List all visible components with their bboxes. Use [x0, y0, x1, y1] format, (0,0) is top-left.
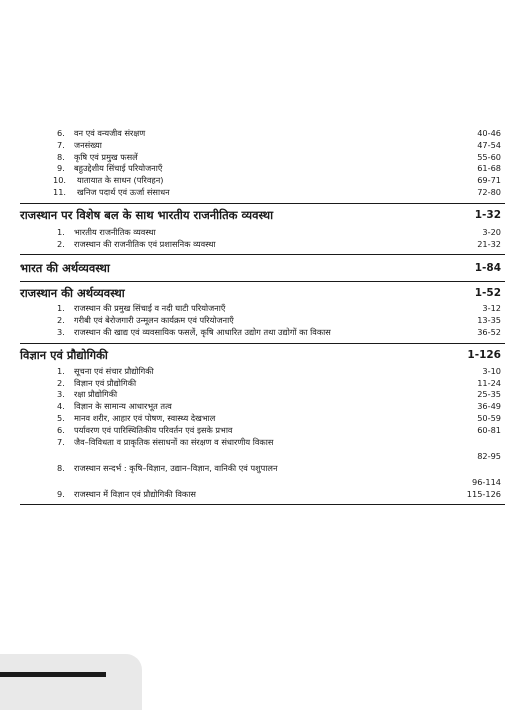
corner-decorative-bar: [0, 672, 106, 677]
section-pages: 1-126: [467, 348, 501, 361]
item-pages: 36-49: [477, 401, 501, 412]
item-number: 11.: [53, 186, 67, 197]
item-number: 7.: [57, 436, 65, 447]
item-number: 2.: [57, 315, 65, 326]
item-number: 3.: [57, 389, 65, 400]
list-item: [20, 413, 505, 425]
item-label: विज्ञान के सामान्य आधारभूत तत्व: [74, 401, 172, 412]
item-label: जैव–विविधता व प्राकृतिक संसाधनों का संरक्षण व संधारणीय विकास: [74, 436, 274, 447]
item-number: 7.: [57, 139, 65, 150]
item-pages: 25-35: [477, 389, 501, 400]
item-label: सूचना एवं संचार प्रौद्योगिकी: [74, 365, 154, 376]
section-divider: [20, 281, 505, 282]
item-pages: 13-35: [477, 315, 501, 326]
list-item: [20, 152, 505, 164]
item-pages: 60-81: [477, 424, 501, 435]
item-pages: 3-10: [482, 365, 501, 376]
section-title: भारत की अर्थव्यवस्था: [20, 261, 110, 276]
list-item: [20, 239, 505, 251]
item-pages: 11-24: [477, 377, 501, 388]
item-pages: 50-59: [477, 412, 501, 423]
section-pages: 1-32: [474, 208, 501, 221]
list-item: [20, 175, 505, 187]
item-label: खनिज पदार्थ एवं ऊर्जा संसाधन: [77, 186, 170, 197]
item-pages: 82-95: [477, 450, 501, 461]
list-item: [20, 187, 505, 199]
item-label: राजस्थान में विज्ञान एवं प्रौद्योगिकी विकास: [74, 488, 196, 499]
item-label: विज्ञान एवं प्रौद्योगिकी: [74, 377, 137, 388]
item-number: 8.: [57, 462, 65, 473]
item-number: 2.: [57, 238, 65, 249]
list-item: [20, 163, 505, 175]
list-item: [20, 366, 505, 378]
item-label: राजस्थान सन्दर्भ : कृषि–विज्ञान, उद्यान–विज्ञान, वानिकी एवं पशुपालन: [74, 462, 278, 473]
item-pages: 55-60: [477, 151, 501, 162]
item-label: राजस्थान की प्रमुख सिंचाई व नदी घाटी परियोजनाएँ: [74, 303, 226, 314]
list-item: [20, 128, 505, 140]
item-label: मानव शरीर, आहार एवं पोषण, स्वास्थ्य देखभाल: [74, 412, 216, 423]
section-title: राजस्थान की अर्थव्यवस्था: [20, 286, 125, 301]
section-divider: [20, 203, 505, 204]
item-number: 3.: [57, 326, 65, 337]
list-item: [20, 425, 505, 437]
list-item: [20, 327, 505, 339]
section-heading: [20, 208, 505, 223]
section-title: विज्ञान एवं प्रौद्योगिकी: [20, 347, 108, 362]
item-pages: 96-114: [471, 476, 501, 487]
page-corner-tab: [0, 654, 142, 710]
section-divider: [20, 504, 505, 505]
item-number: 9.: [57, 163, 65, 174]
item-number: 6.: [57, 424, 65, 435]
item-label: बहुउद्देशीय सिंचाई परियोजनाएँ: [74, 163, 163, 174]
table-of-contents: [20, 128, 505, 509]
list-item: [20, 389, 505, 401]
item-pages: 36-52: [477, 326, 501, 337]
geography-item-list: [20, 128, 505, 199]
item-number: 10.: [53, 175, 67, 186]
section-pages: 1-52: [474, 287, 501, 300]
item-label: राजस्थान की खाद्य एवं व्यवसायिक फसलें, कृषि आधारित उद्योग तथा उद्योगों का विकास: [74, 326, 331, 337]
item-label: भारतीय राजनीतिक व्यवस्था: [74, 226, 156, 237]
list-item: [20, 489, 505, 501]
list-item: [20, 303, 505, 315]
item-number: 1.: [57, 303, 65, 314]
item-pages: 69-71: [477, 175, 501, 186]
item-number: 8.: [57, 151, 65, 162]
list-item: [20, 378, 505, 390]
item-label: जनसंख्या: [74, 139, 102, 150]
item-pages: 72-80: [477, 186, 501, 197]
section-divider: [20, 254, 505, 255]
list-item: [20, 315, 505, 327]
item-label: यातायात के साधन (परिवहन): [77, 175, 164, 186]
item-number: 4.: [57, 401, 65, 412]
section-heading: [20, 286, 505, 301]
item-label: पर्यावरण एवं पारिस्थितिकीय परिवर्तन एवं इसके प्रभाव: [74, 424, 233, 435]
section-heading: [20, 259, 505, 277]
list-item: [20, 437, 505, 463]
section-heading: [20, 348, 505, 363]
item-pages: 40-46: [477, 128, 501, 138]
list-item: [20, 463, 505, 489]
section-pages: 1-84: [474, 262, 501, 275]
item-pages: 21-32: [477, 238, 501, 249]
item-pages: 3-12: [482, 303, 501, 314]
item-label: रक्षा प्रौद्योगिकी: [74, 389, 118, 400]
item-label: वन एवं वन्यजीव संरक्षण: [74, 128, 146, 138]
item-number: 9.: [57, 488, 65, 499]
item-number: 6.: [57, 128, 65, 138]
list-item: [20, 227, 505, 239]
item-pages: 115-126: [466, 488, 501, 499]
item-number: 1.: [57, 365, 65, 376]
item-label: राजस्थान की राजनीतिक एवं प्रशासनिक व्यवस्था: [74, 238, 216, 249]
section-title: राजस्थान पर विशेष बल के साथ भारतीय राजनीतिक व्यवस्था: [20, 207, 274, 222]
item-pages: 3-20: [482, 226, 501, 237]
list-item: [20, 401, 505, 413]
item-pages: 61-68: [477, 163, 501, 174]
list-item: [20, 140, 505, 152]
item-number: 1.: [57, 226, 65, 237]
item-number: 2.: [57, 377, 65, 388]
item-pages: 47-54: [477, 139, 501, 150]
section-divider: [20, 343, 505, 344]
item-number: 5.: [57, 412, 65, 423]
item-label: गरीबी एवं बेरोजगारी उन्मूलन कार्यक्रम एवं परियोजनाएँ: [74, 315, 234, 326]
item-label: कृषि एवं प्रमुख फसलें: [74, 151, 138, 162]
